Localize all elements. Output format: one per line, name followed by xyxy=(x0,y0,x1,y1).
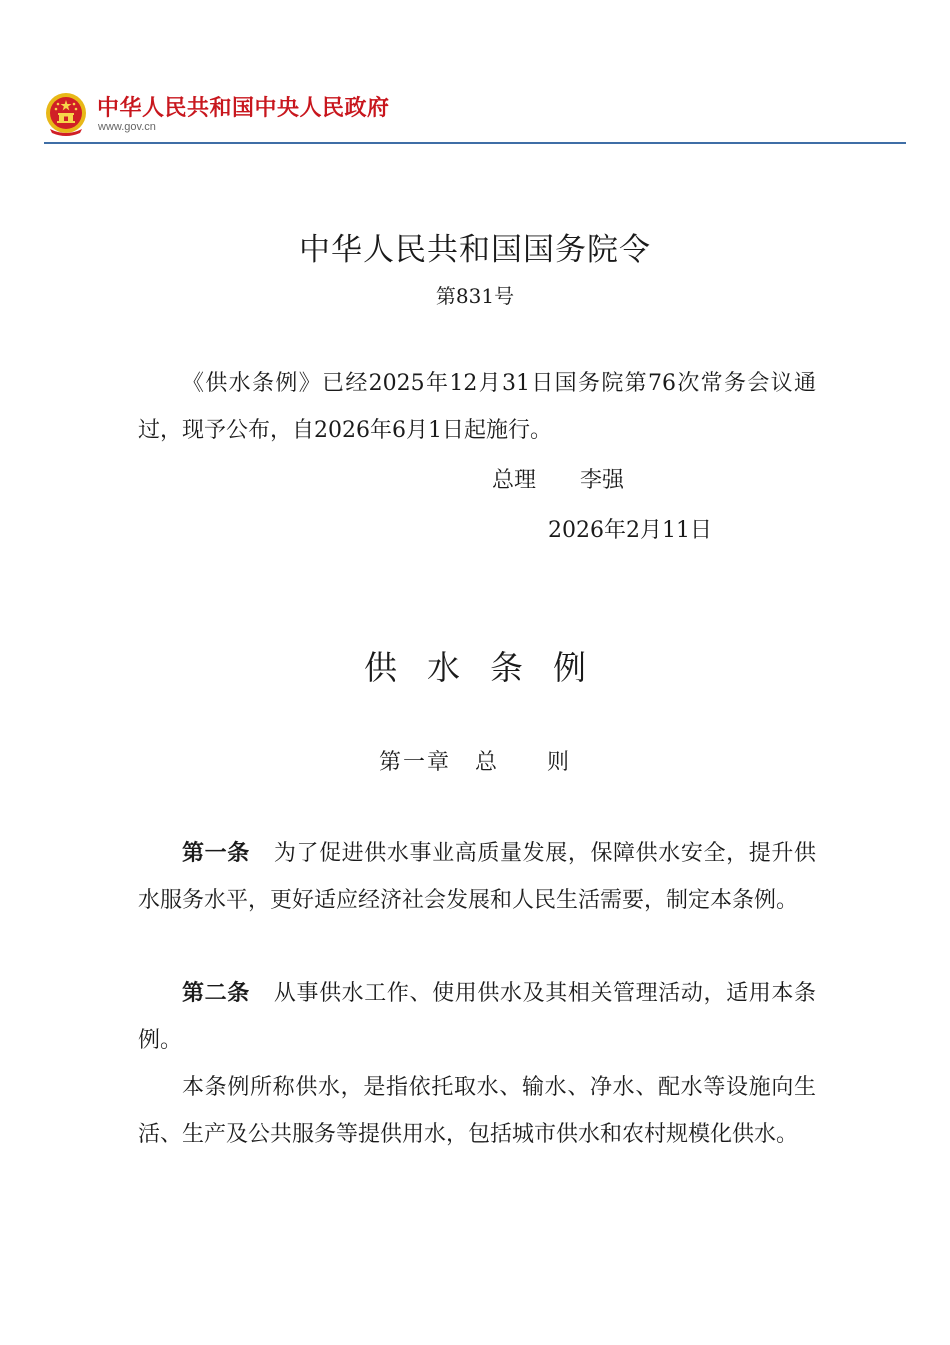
chapter-title: 总 则 xyxy=(475,750,572,775)
signer-title: 总理 xyxy=(492,468,537,493)
article-label: 第二条 xyxy=(182,981,250,1006)
site-url[interactable]: www.gov.cn xyxy=(98,121,156,133)
signer xyxy=(492,463,624,494)
site-header xyxy=(44,88,906,144)
sign-date: 2026年2月11日 xyxy=(548,518,712,543)
signer-name: 李强 xyxy=(580,468,625,493)
article-label: 第一条 xyxy=(182,841,250,866)
article-text: 为了促进供水事业高质量发展，保障供水安全，提升供水服务水平，更好适应经济社会发展和人民生活需要，制定本条例。 xyxy=(138,841,816,913)
regulation-title: 供水条例 xyxy=(364,648,616,687)
chapter-heading xyxy=(0,745,950,776)
article-text: 从事供水工作、使用供水及其相关管理活动，适用本条例。 xyxy=(138,981,816,1053)
header-divider xyxy=(44,142,906,144)
article-1 xyxy=(138,830,816,924)
decree-body: 《供水条例》已经2025年12月31日国务院第76次常务会议通过，现予公布，自2026年6月1日起施行。 xyxy=(138,371,816,443)
article-2 xyxy=(138,970,816,1064)
chapter-number: 第一章 xyxy=(378,750,451,775)
article-2-paragraph: 本条例所称供水，是指依托取水、输水、净水、配水等设施向生活、生产及公共服务等提供用水，包括城市供水和农村规模化供水。 xyxy=(138,1075,816,1147)
national-emblem-icon[interactable] xyxy=(44,91,88,137)
site-name[interactable]: 中华人民共和国中央人民政府 xyxy=(97,96,390,121)
decree-title: 中华人民共和国国务院令 xyxy=(299,232,651,268)
decree-number: 第831号 xyxy=(435,284,515,308)
